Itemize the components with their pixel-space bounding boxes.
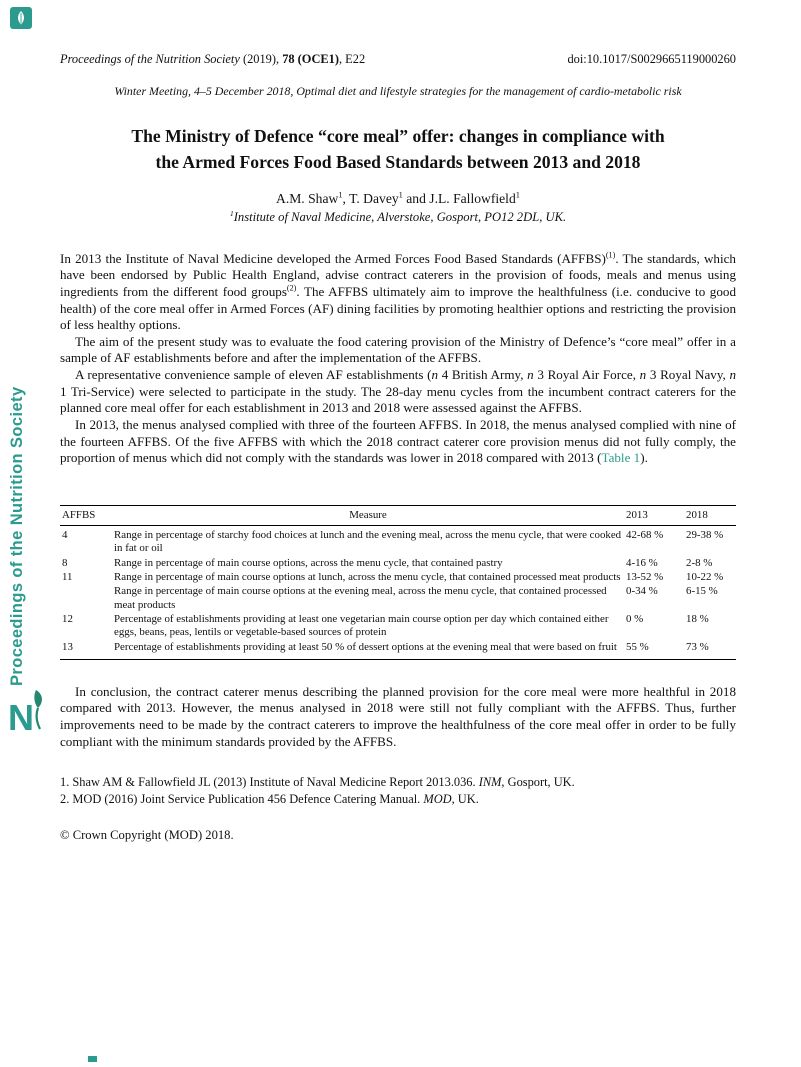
journal-vertical-title: Proceedings of the Nutrition Society (8, 386, 26, 686)
text-segment: (2019), (239, 52, 283, 66)
text-segment: 2. MOD (2016) Joint Service Publication 456 Defence Catering Manual. (60, 791, 424, 806)
table-1-link[interactable]: Table 1 (601, 450, 641, 466)
table-row (60, 556, 736, 570)
text-segment: MOD (423, 791, 452, 806)
text-segment: 78 (OCE1) (282, 52, 339, 66)
cell-y2013: 55 % (626, 640, 649, 653)
title-line-1: The Ministry of Defence “core meal” offer: changes in compliance with (131, 126, 665, 146)
svg-text:N: N (8, 697, 34, 738)
text-segment: , Gosport, UK. (501, 775, 575, 790)
text-segment: 1 (229, 208, 234, 218)
text-segment: 3 Royal Navy, (646, 367, 730, 383)
table-row (60, 571, 736, 585)
text-segment: The aim of the present study was to evaluate the food catering provision of the Ministry of Defence’s “core meal” offer in a sample of AF establishments before and after the implementation of the AFFBS. (60, 333, 736, 366)
cell-affbs: 11 (62, 571, 73, 584)
paragraph-1 (60, 251, 736, 334)
text-segment: In 2013, the menus analysed complied with three of the fourteen AFFBS. In 2018, the menus analysed complied with nine of the fourteen AFFBS. Of the five AFFBS with which the 2018 contract caterer core provision menus did not fully comply, the proportion of menus which did not comply with the standards was lower in 2018 compared with 2013 ( (60, 416, 736, 466)
text-segment: 1 (338, 189, 343, 200)
text-segment: , T. Davey (342, 190, 399, 206)
text-segment: 1. Shaw AM & Fallowfield JL (2013) Institute of Naval Medicine Report 2013.036. (60, 775, 479, 790)
cell-y2013: 13-52 % (626, 571, 664, 584)
text-segment: (1) (605, 250, 616, 260)
text-segment: , E22 (338, 52, 366, 66)
affbs-table-body (60, 526, 736, 660)
cell-affbs: 8 (62, 556, 68, 569)
cell-affbs (60, 585, 112, 613)
journal-citation (60, 52, 365, 67)
text-segment: n (431, 367, 439, 383)
text-segment: Proceedings of the Nutrition Society (60, 52, 240, 66)
cell-y2018: 29-38 % (686, 529, 724, 542)
text-segment: (2) (286, 283, 297, 293)
table-row (60, 640, 736, 659)
text-segment: In conclusion, the contract caterer menus describing the planned provision for the core meal were more healthful in 2018 compared with 2013. However, the menus analysed in 2018 were still not fully compliant with the AFFBS. Thus, further improvements need to be made by the contract caterers to improve the healthfulness of the core meal offer in order to be fully compliant with the minimum standards provided by the AFFBS. (60, 683, 736, 749)
reference-1 (60, 774, 736, 790)
paragraph-3 (60, 367, 736, 417)
affiliation-line (60, 210, 736, 225)
text-segment: 1 Tri-Service) were selected to participate in the study. The 28-day menu cycles from the incumbent contract caterers for the planned core meal offer for each establishment in 2013 and 2018 were assessed against the AFFBS. (60, 383, 736, 416)
text-segment: . The standards, which have been endorsed by Public Health England, advise contract caterers in the provision of foods, meals and menus using ingredients from the different food groups (60, 250, 736, 299)
abstract-body (60, 251, 736, 467)
conclusion-paragraph (60, 684, 736, 751)
authors-line (60, 191, 736, 207)
text-segment: 4 British Army, (438, 367, 528, 383)
col-header-affbs: AFFBS (60, 505, 112, 525)
cell-y2018: 18 % (686, 612, 709, 625)
text-segment: n (527, 367, 534, 383)
leaf-icon (10, 7, 32, 29)
cell-measure: Percentage of establishments providing at least 50 % of dessert options at the evening meal that were based on fruit (114, 640, 617, 653)
cell-y2013: 4-16 % (626, 556, 658, 569)
text-segment: and J.L. Fallowfield (402, 190, 516, 206)
copyright-line: © Crown Copyright (MOD) 2018. (60, 828, 234, 843)
text-segment: 3 Royal Air Force, (533, 367, 640, 383)
text-segment: , UK. (451, 791, 479, 806)
conclusion-block (60, 684, 736, 751)
col-header-measure: Measure (112, 505, 624, 525)
nutrition-society-logo (8, 688, 46, 743)
article-page (60, 0, 736, 843)
cell-y2013: 0 % (626, 612, 644, 625)
cell-measure: Percentage of establishments providing at least one vegetarian main course option per day which contained either eggs, beans, peas, lentils or vegetable-based sources of protein (114, 612, 609, 639)
text-segment: A representative convenience sample of eleven AF establishments ( (75, 367, 432, 383)
table-row (60, 526, 736, 557)
reference-2 (60, 791, 736, 807)
cell-measure: Range in percentage of main course options at the evening meal, across the menu cycle, that contained processed meat products (114, 585, 607, 611)
cell-y2018: 2-8 % (686, 556, 713, 569)
col-header-2018: 2018 (684, 505, 736, 525)
text-segment: 1 (515, 189, 520, 200)
cell-affbs: 12 (62, 612, 73, 625)
cell-measure: Range in percentage of main course options at lunch, across the menu cycle, that contained processed meat products (114, 571, 621, 584)
table-row (60, 612, 736, 640)
paragraph-2 (60, 334, 736, 367)
paragraph-4 (60, 417, 736, 467)
text-segment: In 2013 the Institute of Naval Medicine developed the Armed Forces Food Based Standards (AFFBS) (60, 250, 606, 266)
meeting-line: Winter Meeting, 4–5 December 2018, Optimal diet and lifestyle strategies for the management of cardio-metabolic risk (114, 84, 682, 98)
cell-measure: Range in percentage of starchy food choices at lunch and the evening meal, across the menu cycle, that were cooked in fat or oil (114, 529, 622, 555)
text-segment: INM (478, 775, 502, 790)
text-segment: n (729, 367, 736, 383)
cell-affbs: 13 (62, 640, 73, 653)
text-segment: ). (640, 450, 648, 466)
text-segment: . The AFFBS ultimately aim to improve the healthfulness (i.e. conducive to good health) of the core meal offer in Armed Forces (AF) dining facilities by promoting healthier options and restricting the provision of less healthy options. (60, 283, 736, 333)
text-segment: n (639, 367, 647, 383)
references-list (60, 774, 736, 807)
table-row (60, 585, 736, 613)
cell-y2018: 6-15 % (686, 585, 718, 598)
col-header-2013: 2013 (624, 505, 684, 525)
cell-affbs: 4 (62, 529, 68, 542)
footer-mark (88, 1056, 97, 1062)
cell-measure: Range in percentage of main course options, across the menu cycle, that contained pastry (114, 556, 503, 569)
cell-y2018: 73 % (686, 640, 709, 653)
journal-header-row (60, 52, 736, 67)
cell-y2013: 42-68 % (626, 529, 664, 542)
cell-y2013: 0-34 % (626, 585, 658, 598)
text-segment: A.M. Shaw (276, 190, 339, 206)
doi-text: doi:10.1017/S0029665119000260 (567, 52, 736, 66)
journal-sidebar (0, 0, 54, 1067)
text-segment: 1 (398, 189, 403, 200)
table-1 (60, 505, 736, 660)
title-line-2: the Armed Forces Food Based Standards between 2013 and 2018 (155, 151, 641, 172)
cell-y2018: 10-22 % (686, 571, 724, 584)
article-title (60, 124, 736, 176)
table-header-row (60, 505, 736, 525)
text-segment: Institute of Naval Medicine, Alverstoke, Gosport, PO12 2DL, UK. (233, 209, 567, 224)
